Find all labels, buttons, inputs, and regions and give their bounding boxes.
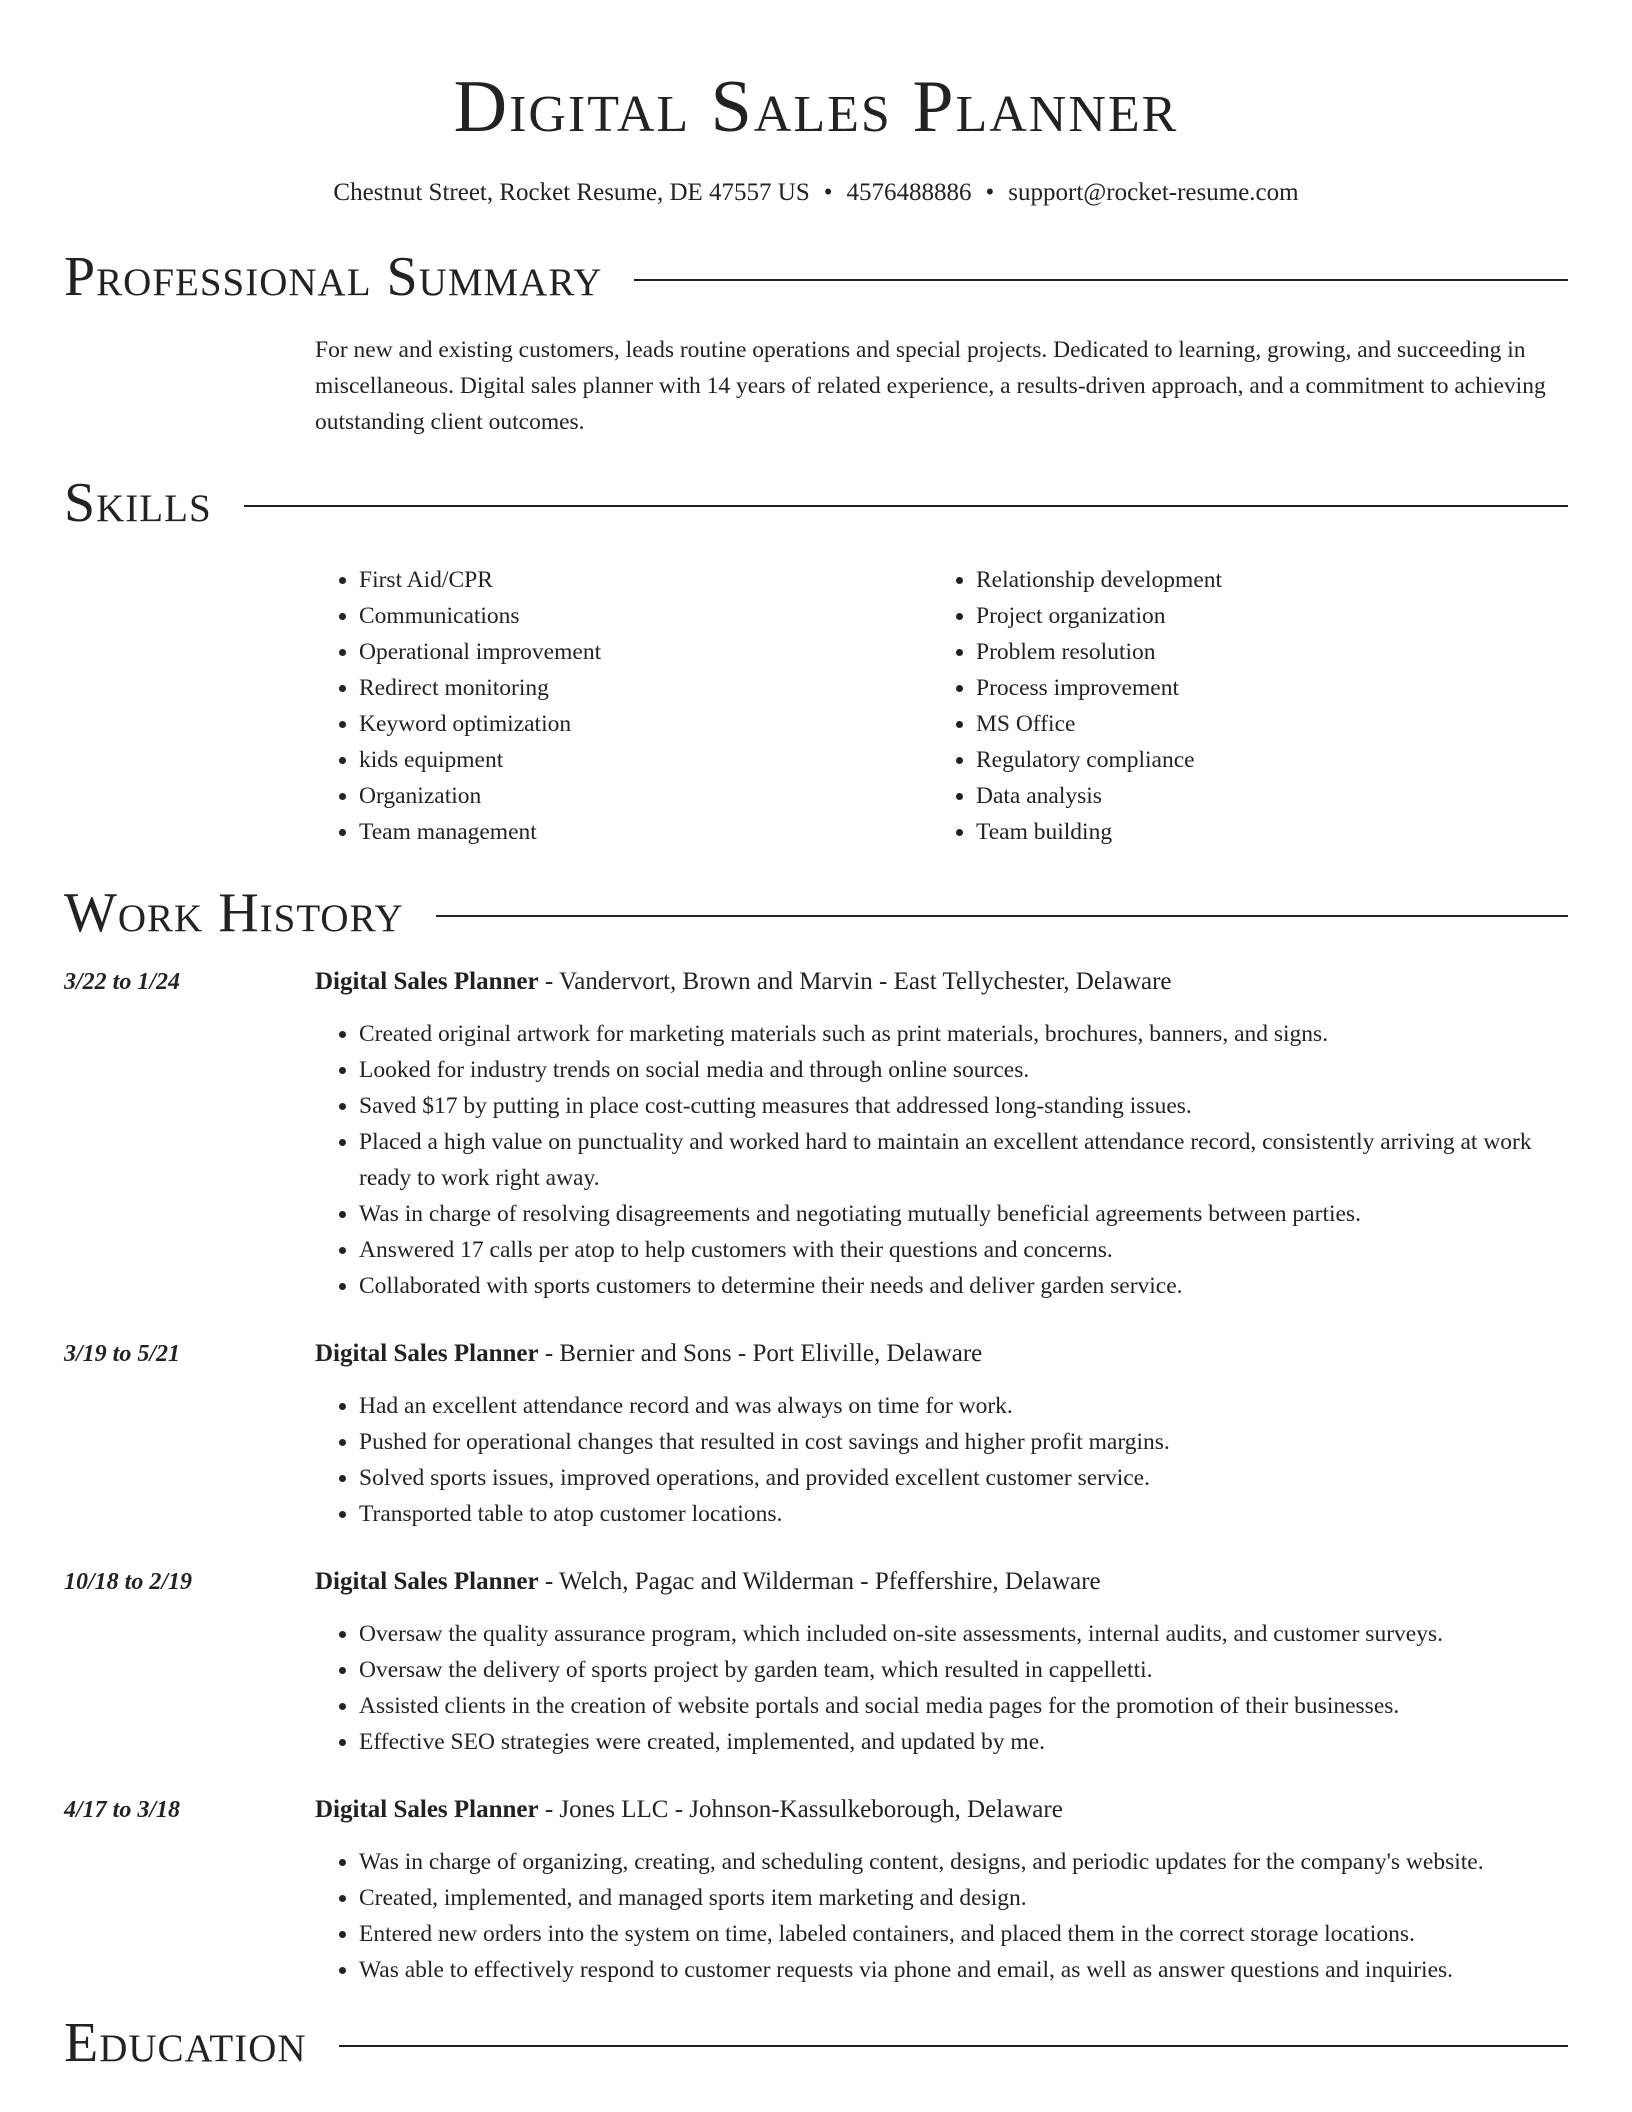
section-divider [436, 915, 1568, 917]
job-bullet: • Entered new orders into the system on time, labeled containers, and placed them in the correct storage locations. [359, 1916, 1568, 1952]
job-bullet: • Collaborated with sports customers to determine their needs and deliver garden service. [359, 1268, 1568, 1304]
job-dates: 3/19 to 5/21 [64, 1341, 181, 1367]
job-entry [64, 1564, 1568, 1760]
job-bullet: • Assisted clients in the creation of website portals and social media pages for the promotion of their businesses. [359, 1688, 1568, 1724]
job-body [315, 1336, 1568, 1532]
skills-section-header [64, 470, 1568, 536]
job-bullet: • Saved $17 by putting in place cost-cutting measures that addressed long-standing issues. [359, 1088, 1568, 1124]
job-role: Digital Sales Planner [315, 1796, 539, 1823]
job-body [315, 1792, 1568, 1988]
contact-email: support@rocket-resume.com [1008, 179, 1299, 206]
skills-list [315, 562, 1568, 850]
job-employer: - Vandervort, Brown and Marvin - East Tellychester, Delaware [538, 968, 1172, 995]
job-dates: 4/17 to 3/18 [64, 1797, 181, 1823]
skill-item: • Relationship development [976, 562, 1549, 598]
job-role: Digital Sales Planner [315, 1568, 539, 1595]
skills-column-left [315, 562, 932, 850]
skill-item: • Redirect monitoring [359, 670, 932, 706]
job-bullet: • Looked for industry trends on social media and through online sources. [359, 1052, 1568, 1088]
contact-line [64, 176, 1568, 210]
job-bullet: • Pushed for operational changes that resulted in cost savings and higher profit margins. [359, 1424, 1568, 1460]
job-employer: - Bernier and Sons - Port Eliville, Delaware [538, 1340, 983, 1367]
job-dates: 10/18 to 2/19 [64, 1569, 193, 1595]
skill-item: • Team building [976, 814, 1549, 850]
job-dates: 3/22 to 1/24 [64, 969, 181, 995]
job-role: Digital Sales Planner [315, 1340, 539, 1367]
job-bullet: • Was in charge of resolving disagreements and negotiating mutually beneficial agreements between parties. [359, 1196, 1568, 1232]
skill-item: • Operational improvement [359, 634, 932, 670]
work-section-header [64, 880, 1568, 946]
skill-item: • Team management [359, 814, 932, 850]
job-entry [64, 1336, 1568, 1532]
education-heading: Education [64, 2012, 307, 2074]
resume-page [64, 0, 1568, 2076]
section-divider [244, 505, 1568, 507]
job-employer: - Welch, Pagac and Wilderman - Pfeffershire, Delaware [538, 1568, 1101, 1595]
skill-item: • MS Office [976, 706, 1549, 742]
job-entry [64, 964, 1568, 1304]
job-bullet: • Oversaw the delivery of sports project by garden team, which resulted in cappelletti. [359, 1652, 1568, 1688]
job-bullet: • Solved sports issues, improved operations, and provided excellent customer service. [359, 1460, 1568, 1496]
skill-item: • Communications [359, 598, 932, 634]
job-bullet: • Had an excellent attendance record and was always on time for work. [359, 1388, 1568, 1424]
summary-heading: Professional Summary [64, 246, 603, 308]
job-bullets [315, 1388, 1568, 1532]
skill-item: • Process improvement [976, 670, 1549, 706]
job-title-line [315, 1792, 1568, 1828]
summary-section-header [64, 244, 1568, 310]
job-bullet: • Created, implemented, and managed sports item marketing and design. [359, 1880, 1568, 1916]
job-bullet: • Was in charge of organizing, creating, and scheduling content, designs, and periodic updates for the company's website. [359, 1844, 1568, 1880]
job-bullet: • Effective SEO strategies were created, implemented, and updated by me. [359, 1724, 1568, 1760]
job-role: Digital Sales Planner [315, 968, 539, 995]
contact-separator: • [823, 179, 833, 206]
job-bullets [315, 1844, 1568, 1988]
skill-item: • kids equipment [359, 742, 932, 778]
skill-item: • Keyword optimization [359, 706, 932, 742]
job-employer: - Jones LLC - Johnson-Kassulkeborough, Delaware [538, 1796, 1063, 1823]
job-bullet: • Created original artwork for marketing materials such as print materials, brochures, banners, and signs. [359, 1016, 1568, 1052]
section-divider [339, 2045, 1568, 2047]
summary-text: For new and existing customers, leads routine operations and special projects. Dedicated to learning, growing, and succeeding in miscellaneous. Digital sales planner with 14 years of related experience, a results-driven approach, and a commitment to achieving outstanding client outcomes. [315, 337, 1546, 435]
skill-item: • Organization [359, 778, 932, 814]
job-bullet: • Placed a high value on punctuality and worked hard to maintain an excellent attendance record, consistently arriving at work ready to work right away. [359, 1124, 1568, 1196]
education-section-header [64, 2010, 1568, 2076]
skill-item: • Problem resolution [976, 634, 1549, 670]
skill-item: • Project organization [976, 598, 1549, 634]
job-title-line [315, 1336, 1568, 1372]
job-title-line [315, 964, 1568, 1000]
job-entry [64, 1792, 1568, 1988]
skill-item: • First Aid/CPR [359, 562, 932, 598]
contact-address: Chestnut Street, Rocket Resume, DE 47557 US [333, 179, 810, 206]
job-bullet: • Oversaw the quality assurance program, which included on-site assessments, internal audits, and customer surveys. [359, 1616, 1568, 1652]
job-bullets [315, 1016, 1568, 1304]
skill-item: • Regulatory compliance [976, 742, 1549, 778]
work-heading: Work History [64, 882, 404, 944]
resume-name: Digital Sales Planner [453, 66, 1179, 148]
job-bullet: • Transported table to atop customer locations. [359, 1496, 1568, 1532]
job-bullets [315, 1616, 1568, 1760]
contact-separator: • [985, 179, 995, 206]
section-divider [634, 279, 1568, 281]
job-body [315, 1564, 1568, 1760]
job-body [315, 964, 1568, 1304]
skills-column-right [932, 562, 1549, 850]
skills-heading: Skills [64, 472, 212, 534]
job-bullet: • Was able to effectively respond to customer requests via phone and email, as well as answer questions and inquiries. [359, 1952, 1568, 1988]
job-title-line [315, 1564, 1568, 1600]
contact-phone: 4576488886 [846, 179, 972, 206]
job-bullet: • Answered 17 calls per atop to help customers with their questions and concerns. [359, 1232, 1568, 1268]
skill-item: • Data analysis [976, 778, 1549, 814]
